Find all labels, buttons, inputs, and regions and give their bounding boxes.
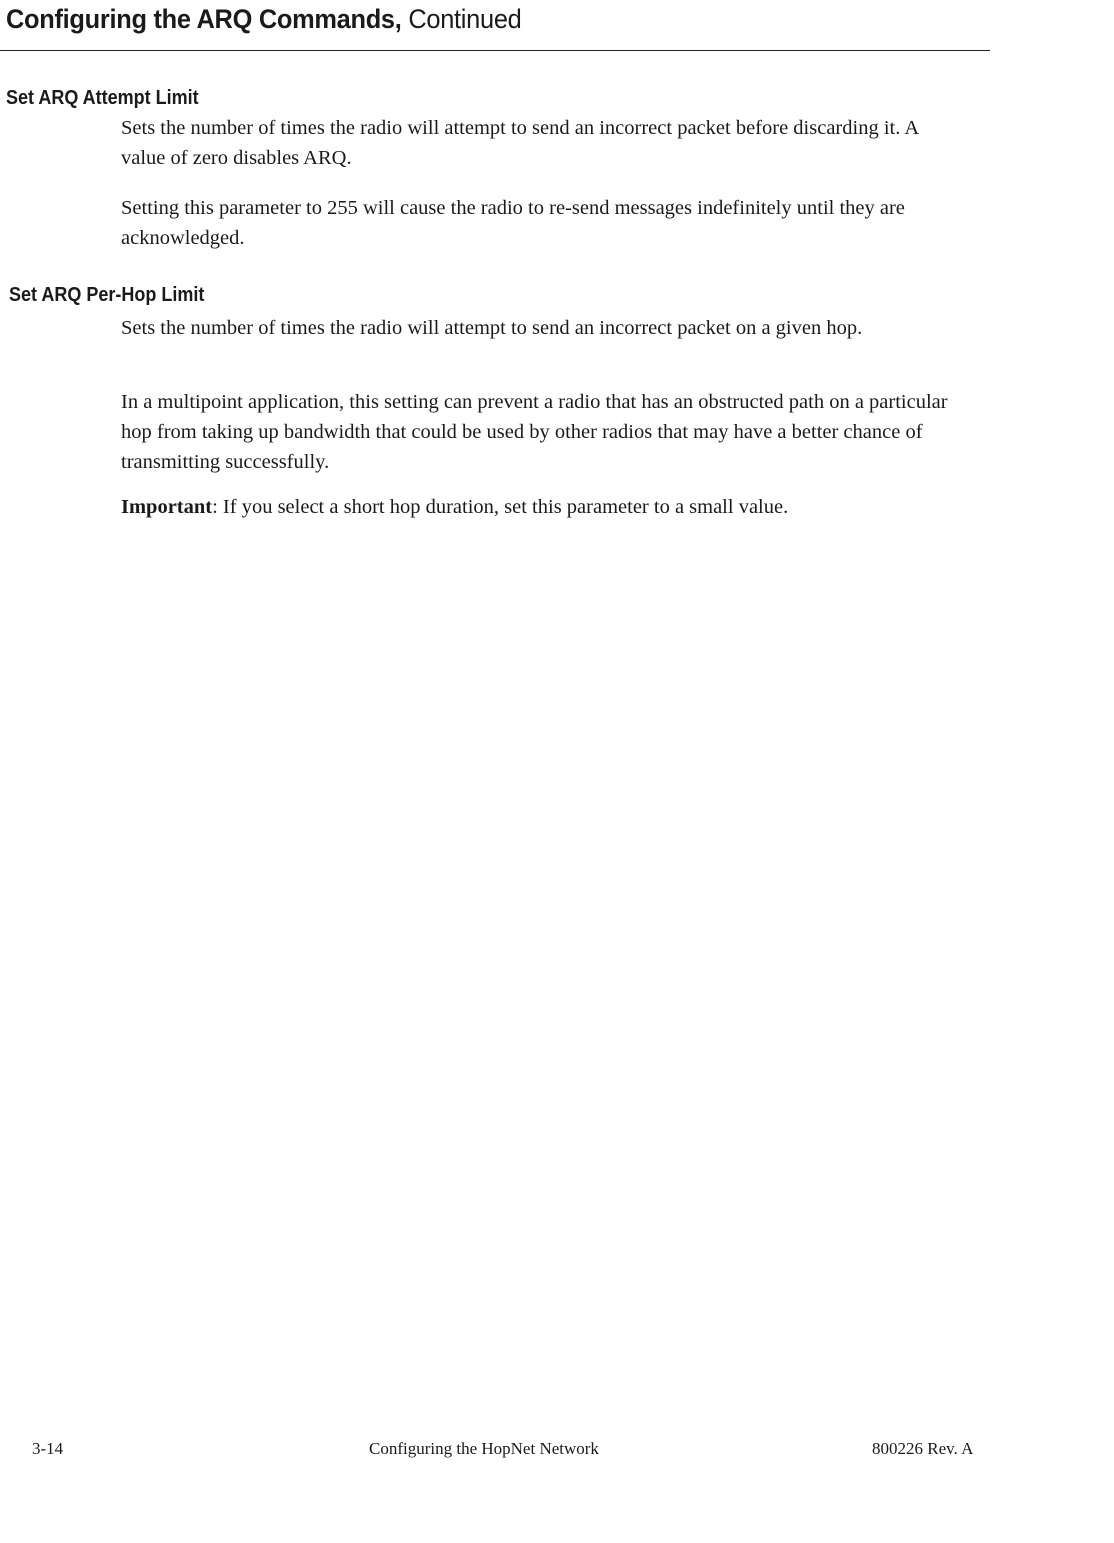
footer-page-number: 3-14	[32, 1439, 64, 1458]
section-heading-attempt-limit: Set ARQ Attempt Limit	[6, 87, 199, 109]
important-note	[121, 492, 961, 522]
footer-document-id: 800226 Rev. A	[872, 1439, 974, 1458]
paragraph-per-hop-description: Sets the number of times the radio will attempt to send an incorrect packet on a given hop.	[121, 317, 863, 339]
paragraph-attempt-limit-description: Sets the number of times the radio will attempt to send an incorrect packet before discarding it. A value of zero disables ARQ.	[121, 117, 918, 169]
section-heading-per-hop-limit: Set ARQ Per-Hop Limit	[9, 284, 205, 306]
footer-chapter-title: Configuring the HopNet Network	[369, 1439, 599, 1458]
page-title-continued: Continued	[408, 4, 522, 34]
paragraph-attempt-limit-255: Setting this parameter to 255 will cause the radio to re-send messages indefinitely until they are acknowledged.	[121, 197, 905, 249]
paragraph-multipoint: In a multipoint application, this setting can prevent a radio that has an obstructed path on a particular hop from taking up bandwidth that could be used by other radios that may have a better chance of transmitting successfully.	[121, 391, 948, 473]
title-divider	[0, 50, 990, 51]
page-title-main: Configuring the ARQ Commands,	[6, 4, 402, 34]
important-text: : If you select a short hop duration, set this parameter to a small value.	[212, 496, 789, 518]
important-label: Important	[121, 496, 213, 518]
page-title	[6, 2, 522, 36]
